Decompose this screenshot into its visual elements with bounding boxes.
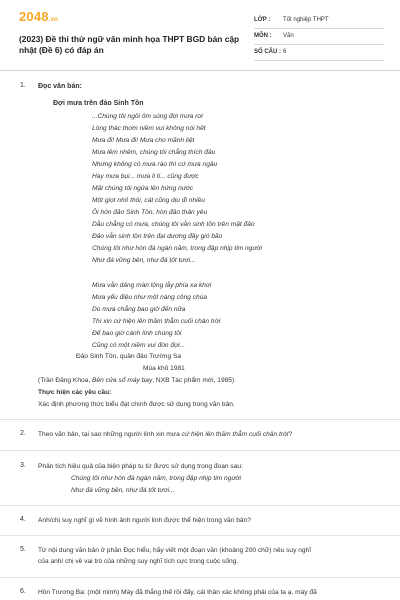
- q3-quote: Như đá vững bền, như đá tốt tươi...: [71, 487, 175, 494]
- poem-line: Như đá vững bền, như đá tốt tươi...: [92, 257, 196, 264]
- source-book: Bên cửa sổ máy bay: [92, 377, 153, 384]
- poem-line: Đảo vẫn sinh tồn trên đại dương đầy gió bão: [92, 233, 223, 240]
- q3-text: Phân tích hiệu quả của biện pháp tu từ được sử dụng trong đoạn sau:: [38, 463, 243, 470]
- question-divider: [0, 535, 400, 536]
- q5-text-line: của anh/ chị về vai trò của những suy nghĩ tích cực trong cuộc sống.: [38, 558, 239, 565]
- poem-line: Mưa vẫn dâng màn lộng lẫy phía xa khơi: [92, 282, 212, 289]
- info-key: SỐ CÂU :: [254, 49, 281, 55]
- q6-text: Hồn Trương Ba: (một mình) Mày đã thắng thế rồi đấy, cái thân xác không phải của ta ạ, mày đã: [38, 589, 317, 596]
- poem-line: Lòng thác thơm niềm vui không nói hết: [92, 125, 206, 132]
- poem-line: Để bao giờ cánh lính chúng tôi: [92, 330, 182, 337]
- task-heading: Thực hiện các yêu cầu:: [38, 389, 112, 396]
- poem-line: Mặt chúng tôi ngửa lên hứng nước: [92, 185, 194, 192]
- poem-line: Chúng tôi như hòn đá ngàn năm, trong đập nhịp tim người: [92, 245, 262, 252]
- poem-line: Ôi hòn đảo Sinh Tồn, hòn đảo thân yêu: [92, 209, 208, 216]
- q2-text: [38, 430, 292, 440]
- info-value: 6: [283, 49, 287, 55]
- question-number: 3.: [20, 462, 26, 469]
- poem-date: Mùa khô 1981: [143, 365, 185, 372]
- info-value: Tốt nghiệp THPT: [283, 17, 329, 23]
- q5-text-line: Từ nội dung văn bản ở phần Đọc hiểu, hãy viết một đoạn văn (khoảng 200 chữ) nêu suy nghĩ: [38, 547, 312, 554]
- info-value: Văn: [283, 33, 294, 39]
- info-key: LỚP :: [254, 17, 271, 23]
- poem-line: Một giọt nhỏ thôi, cát cũng dịu đi nhiều: [92, 197, 205, 204]
- question-divider: [0, 419, 400, 420]
- poem-line: Mưa đi! Mưa đi! Mưa cho mãnh liệt: [92, 137, 195, 144]
- info-row-subject: [254, 29, 384, 45]
- info-row-class: [254, 13, 384, 29]
- q2-text-pre: Theo văn bản, tại sao những người lính xin mưa: [38, 431, 182, 438]
- q4-text: Anh/chị suy nghĩ gì về hình ảnh người lính được thể hiện trong văn bản?: [38, 517, 251, 524]
- question-divider: [0, 450, 400, 451]
- info-table: [254, 13, 384, 61]
- header-divider: [0, 70, 400, 71]
- info-row-count: [254, 45, 384, 61]
- q3-quote: Chúng tôi như hòn đá ngàn năm, trong đập nhịp tim người: [71, 475, 241, 482]
- poem-line: Thì xin cứ hiện lên thăm thẳm cuối chân trời: [92, 318, 221, 325]
- question-number: 2.: [20, 430, 26, 437]
- poem-line: Cũng có một niềm vui đón đợi...: [92, 342, 186, 349]
- poem-line: ...Chúng tôi ngồi ôm súng đợi mưa rơi: [92, 113, 203, 120]
- poem-line: Dù mưa chẳng bao giờ đến nữa: [92, 306, 186, 313]
- site-logo[interactable]: [19, 9, 58, 24]
- question-number: 6.: [20, 588, 26, 595]
- question-divider: [0, 505, 400, 506]
- source-suffix: , NXB Tác phẩm mới, 1985): [152, 377, 235, 384]
- header: [0, 0, 400, 66]
- q1-heading: Đọc văn bản:: [38, 83, 82, 90]
- poem-line: Mưa yểu điệu như một nàng công chúa: [92, 294, 208, 301]
- document-title: (2023) Đề thi thử ngữ văn minh họa THPT BGD bản cập nhật (Đề 6) có đáp án: [19, 34, 240, 55]
- poem-source: [38, 376, 234, 386]
- poem-line: Nhưng không có mưa rào thì cứ mưa ngâu: [92, 161, 218, 168]
- poem-line: Dẫu chẳng có mưa, chúng tôi vẫn sinh tồn trên mặt đảo: [92, 221, 255, 228]
- question-number: 4.: [20, 516, 26, 523]
- poem-line: Hay mưa bụi... mưa li ti... cũng được: [92, 173, 199, 180]
- question-number: 5.: [20, 546, 26, 553]
- logo-main: 2048: [19, 9, 49, 24]
- q2-text-italic: cứ hiện lên thăm thẳm cuối chân trời: [181, 431, 289, 438]
- q2-text-post: ?: [288, 431, 293, 438]
- poem-title: Đợi mưa trên đảo Sinh Tồn: [53, 100, 144, 107]
- poem-line: Mưa lêm nhêm, chúng tôi chẳng thích đâu: [92, 149, 216, 156]
- source-prefix: (Trần Đăng Khoa,: [38, 377, 92, 384]
- question-number: 1.: [20, 82, 26, 89]
- question-divider: [0, 577, 400, 578]
- logo-suffix: .vn: [48, 17, 59, 23]
- q1-task: Xác định phương thức biểu đạt chính được sử dụng trong văn bản.: [38, 401, 235, 408]
- poem-place: Đảo Sinh Tồn, quần đảo Trường Sa: [76, 353, 182, 360]
- info-key: MÔN :: [254, 33, 272, 39]
